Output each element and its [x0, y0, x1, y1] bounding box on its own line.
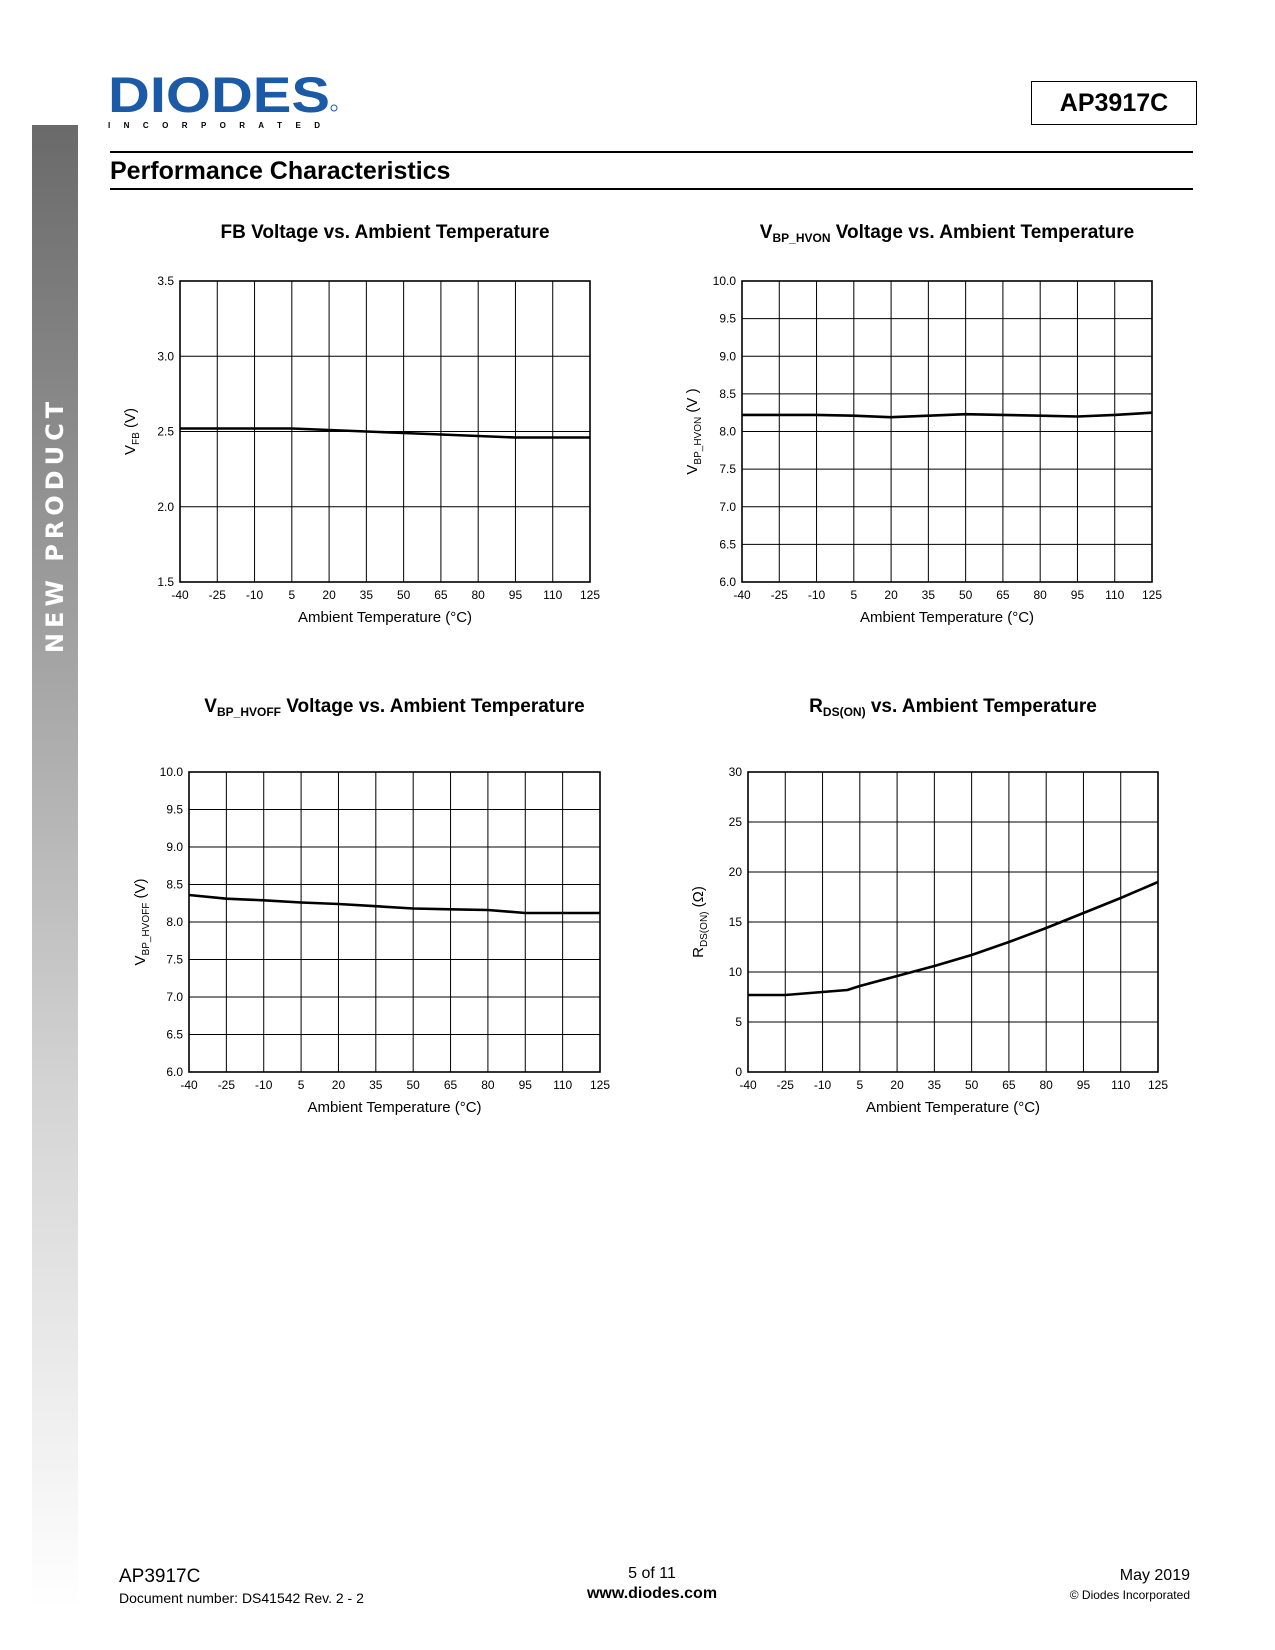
x-axis-label: Ambient Temperature (°C): [297, 609, 473, 626]
chart-vbp-hvoff: [120, 692, 640, 1116]
x-tick-label: 35: [359, 588, 374, 602]
y-tick-label: 7.5: [719, 462, 736, 477]
y-tick-label: 8.5: [166, 877, 183, 892]
x-tick-label: 95: [518, 1078, 532, 1092]
y-tick-label: 6.0: [166, 1065, 183, 1079]
chart-title-tail: vs. Ambient Temperature: [865, 696, 1097, 717]
new-product-label: NEW PRODUCT: [41, 396, 69, 654]
part-number-box: AP3917C: [1031, 81, 1197, 125]
y-tick-label: 9.0: [166, 840, 183, 854]
series-line: [742, 413, 1152, 418]
y-axis-label-main: V: [132, 955, 149, 966]
x-tick-label: 65: [996, 588, 1010, 602]
y-axis-label-tail: (V ): [684, 388, 701, 417]
x-tick-label: 5: [288, 588, 296, 602]
x-tick-label: -10: [813, 1078, 832, 1092]
y-tick-label: 6.5: [166, 1027, 183, 1042]
x-tick-label: 125: [579, 588, 601, 602]
y-axis-label-subscript: BP_HVOFF: [141, 902, 152, 956]
x-tick-label: 20: [322, 588, 336, 602]
y-tick-label: 3.0: [157, 349, 174, 364]
x-tick-label: 110: [1111, 1078, 1131, 1092]
y-tick-label: 0: [735, 1065, 742, 1079]
x-tick-label: 20: [890, 1078, 904, 1092]
x-tick-label: -25: [776, 1078, 794, 1092]
y-tick-label: 7.0: [166, 990, 183, 1004]
x-tick-label: 50: [964, 1078, 979, 1092]
footer-part: AP3917C: [119, 1566, 201, 1587]
x-tick-label: -25: [208, 588, 226, 602]
x-tick-label: 50: [406, 1078, 420, 1092]
y-tick-label: 25: [728, 815, 742, 829]
y-axis-label-tail: (Ω): [690, 886, 707, 912]
y-axis-label: [132, 879, 152, 966]
x-tick-label: 20: [884, 588, 898, 602]
y-axis-label-tail: (V): [122, 408, 139, 433]
y-tick-label: 1.5: [157, 575, 174, 589]
x-tick-label: -10: [255, 1078, 273, 1092]
x-tick-label: 95: [1070, 588, 1085, 602]
x-axis-label: Ambient Temperature (°C): [307, 1099, 482, 1116]
x-axis-label: Ambient Temperature (°C): [859, 609, 1035, 626]
y-axis-label-subscript: DS(ON): [699, 911, 710, 948]
footer-copyright: © Diodes Incorporated: [1069, 1588, 1190, 1602]
x-tick-label: 5: [297, 1078, 305, 1092]
header-rule-bottom: [110, 188, 1193, 190]
x-tick-label: 110: [553, 1078, 573, 1092]
x-tick-label: 125: [1147, 1078, 1169, 1092]
x-tick-label: -25: [770, 588, 788, 602]
y-tick-label: 6.5: [719, 537, 736, 552]
chart-title-main: V: [204, 696, 217, 717]
y-axis-label-main: R: [690, 947, 707, 958]
chart-title-main: V: [759, 222, 773, 243]
y-axis-label-main: V: [122, 444, 139, 455]
y-tick-label: 6.0: [719, 575, 736, 589]
y-axis-label-subscript: FB: [131, 432, 142, 445]
header-rule-top: [110, 151, 1193, 153]
chart-rdson: [678, 692, 1198, 1116]
footer-doc-number: Document number: DS41542 Rev. 2 - 2: [119, 1590, 364, 1606]
x-tick-label: 35: [927, 1078, 942, 1092]
x-tick-label: 35: [369, 1078, 383, 1092]
x-tick-label: 50: [958, 588, 973, 602]
chart-title: [204, 696, 584, 719]
x-tick-label: 5: [856, 1078, 864, 1092]
new-product-sidebar: [32, 125, 78, 1610]
chart-title-main: FB Voltage vs. Ambient Temperature: [220, 222, 550, 243]
x-tick-label: 35: [921, 588, 936, 602]
chart-title-subscript: DS(ON): [822, 705, 866, 719]
chart-title-subscript: BP_HVON: [772, 231, 831, 245]
chart-title: [809, 696, 1097, 719]
y-tick-label: 10.0: [712, 274, 736, 288]
y-axis-label: [684, 388, 704, 474]
chart-title-tail: Voltage vs. Ambient Temperature: [830, 222, 1135, 243]
chart-title-main: R: [809, 696, 823, 717]
section-title: Performance Characteristics: [110, 157, 451, 185]
series-line: [180, 429, 590, 438]
y-axis-label-tail: (V): [132, 878, 149, 903]
x-tick-label: 5: [850, 588, 858, 602]
series-line: [189, 895, 600, 913]
chart-fb-voltage: [110, 218, 630, 638]
x-tick-label: 80: [1039, 1078, 1053, 1092]
y-tick-label: 2.5: [157, 424, 174, 439]
x-tick-label: 80: [471, 588, 485, 602]
x-tick-label: 95: [1076, 1078, 1091, 1092]
y-tick-label: 10: [728, 965, 742, 979]
x-tick-label: 125: [589, 1078, 611, 1092]
x-tick-label: 65: [434, 588, 448, 602]
y-tick-label: 7.5: [166, 952, 183, 967]
chart-title: [760, 222, 1134, 245]
x-tick-label: 65: [1002, 1078, 1016, 1092]
x-tick-label: -40: [733, 588, 751, 602]
x-tick-label: 65: [443, 1078, 458, 1092]
y-tick-label: 8.0: [719, 424, 736, 439]
y-tick-label: 10.0: [159, 765, 183, 779]
y-axis-label: [690, 886, 710, 958]
y-tick-label: 5: [735, 1015, 742, 1029]
x-tick-label: -40: [739, 1078, 757, 1092]
registered-mark-icon: [331, 105, 337, 111]
x-tick-label: 80: [1033, 588, 1047, 602]
y-axis-label-subscript: BP_HVON: [693, 416, 704, 465]
footer-date: May 2019: [1119, 1567, 1190, 1584]
y-tick-label: 7.0: [719, 499, 736, 514]
diodes-logo: [108, 68, 340, 132]
x-axis-label: Ambient Temperature (°C): [865, 1099, 1041, 1116]
y-tick-label: 8.0: [166, 915, 183, 929]
y-tick-label: 30: [728, 765, 742, 779]
x-tick-label: -25: [217, 1078, 236, 1092]
logo-wordmark: DIODES: [108, 68, 330, 123]
x-tick-label: -40: [171, 588, 189, 602]
logo-subtitle: I N C O R P O R A T E D: [108, 121, 321, 130]
y-axis-label: [122, 408, 142, 455]
y-tick-label: 8.5: [719, 386, 736, 401]
x-tick-label: 80: [481, 1078, 495, 1092]
footer-website[interactable]: www.diodes.com: [586, 1585, 718, 1602]
x-tick-label: -10: [807, 588, 826, 602]
footer-page: 5 of 11: [628, 1565, 676, 1582]
y-tick-label: 9.0: [719, 349, 736, 364]
y-tick-label: 2.0: [157, 499, 174, 514]
chart-title-subscript: BP_HVOFF: [216, 705, 281, 719]
x-tick-label: 20: [331, 1078, 346, 1092]
y-tick-label: 3.5: [157, 274, 174, 288]
x-tick-label: 50: [396, 588, 411, 602]
x-tick-label: 125: [1141, 588, 1163, 602]
chart-title: [220, 222, 549, 243]
y-tick-label: 20: [728, 865, 742, 879]
x-tick-label: 95: [508, 588, 523, 602]
y-tick-label: 9.5: [166, 802, 183, 817]
series-line: [748, 882, 1158, 995]
chart-vbp-hvon: [672, 218, 1192, 638]
y-axis-label-main: V: [684, 464, 701, 475]
x-tick-label: -10: [245, 588, 264, 602]
y-tick-label: 9.5: [719, 311, 736, 326]
x-tick-label: 110: [543, 588, 563, 602]
x-tick-label: 110: [1105, 588, 1125, 602]
chart-title-tail: Voltage vs. Ambient Temperature: [280, 696, 585, 717]
y-tick-label: 15: [728, 915, 742, 929]
x-tick-label: -40: [180, 1078, 198, 1092]
